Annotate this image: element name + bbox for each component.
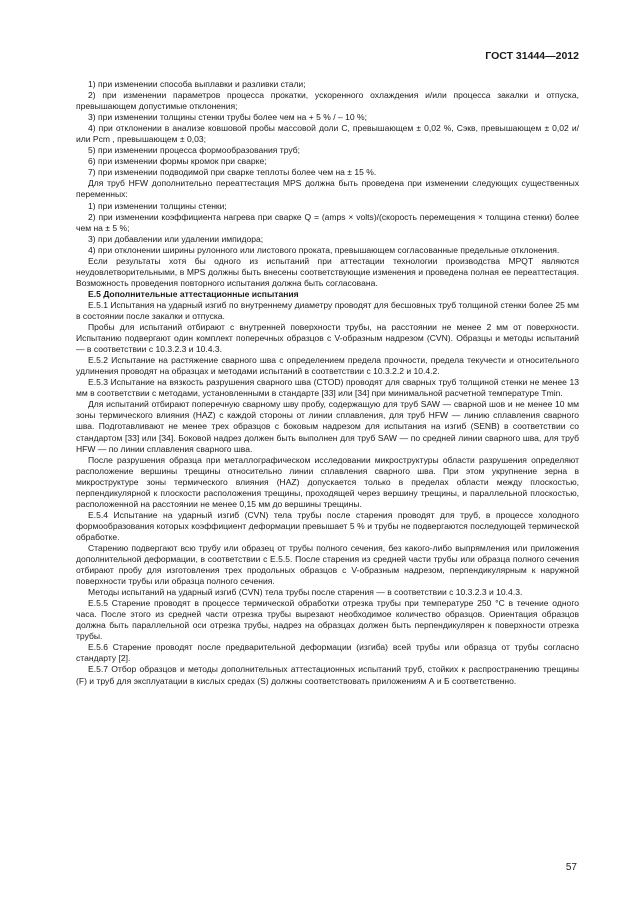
paragraph: Для испытаний отбирают поперечную сварному шву пробу, содержащую для труб SAW — сварной шов и не менее 10 мм зоны термического влияния (HAZ) с каждой стороны от линии сплавления, для труб HFW — линию сплавления сварного шва. Подготавливают не менее трех образцов с боковым надрезом для испытания на изгиб (SENB) в соответствии со стандартом [33] или [34]. Боковой надрез должен быть выполнен для труб SAW — по средней линии сварного шва, для труб HFW — по линии сплавления сварного шва. <box>76 399 579 454</box>
paragraph: Е.5.3 Испытание на вязкость разрушения сварного шва (CTOD) проводят для сварных труб толщиной стенки не менее 13 мм в соответствии с методами, установленными в стандарте [33] или [34] при минимальной расчетной температуре Tmin. <box>76 377 579 399</box>
paragraph: 2) при изменении коэффициента нагрева при сварке Q = (amps × volts)/(скорость перемещения × толщина стенки) более чем на ± 5 %; <box>76 211 579 233</box>
paragraph: Е.5.7 Отбор образцов и методы дополнительных аттестационных испытаний труб, стойких к распространению трещины (F) и труб для эксплуатации в кислых средах (S) должны соответствовать приложениям А и Б соответственно. <box>76 664 579 686</box>
section-heading: Е.5 Дополнительные аттестационные испытания <box>88 288 299 299</box>
paragraph: Для труб HFW дополнительно переаттестация MPS должна быть проведена при изменении следующих существенных переменных: <box>76 178 579 200</box>
paragraph: 1) при изменении способа выплавки и разливки стали; <box>88 79 306 89</box>
paragraph: После разрушения образца при металлографическом исследовании микроструктуры области разрушения определяют расположение вершины трещины относительно линии сплавления сварного шва. При этом укрупнение зерна в микроструктуре зоны термического влияния (HAZ) допускается только в пределах области между плоскостью, перпендикулярной к плоскости расположения трещины, проходящей через вершину трещины, и параллельной плоскостью, расположенной на расстоянии не менее 0,15 мм до вершины трещины. <box>76 454 579 509</box>
paragraph: Старению подвергают всю трубу или образец от трубы полного сечения, без какого-либо выпрямления или приложения дополнительной деформации, в соответствии с Е.5.5. После старения из средней части трубы или образца полного сечения отбирают пробу для изготовления трех продольных образцов с V-образным надрезом, перпендикулярным к наружной поверхности трубы или образца полного сечения. <box>76 542 579 587</box>
paragraph: Е.5.5 Старение проводят в процессе термической обработки отрезка трубы при температуре 250 °C в течение одного часа. После этого из средней части отрезка трубы вырезают необходимое количество образцов. Ориентация образцов должна быть параллельной оси отрезка трубы, надрез на образцах должен быть перпендикулярен к поверхности отрезка трубы. <box>76 598 579 642</box>
paragraph: 5) при изменении процесса формообразования труб; <box>88 145 301 156</box>
document-body <box>76 79 579 687</box>
paragraph: Методы испытаний на ударный изгиб (CVN) тела трубы после старения — в соответствии с 10.3.2.3 и 10.4.3. <box>88 587 523 598</box>
paragraph: Е.5.2 Испытание на растяжение сварного шва с определением предела прочности, предела текучести и относительного удлинения проводят на образцах и методами испытаний в соответствии с 10.3.2.2 и 10.4.2. <box>76 355 579 377</box>
paragraph: 3) при добавлении или удалении импидора; <box>88 233 264 244</box>
paragraph: Пробы для испытаний отбирают с внутренней поверхности трубы, на расстоянии не менее 2 мм от поверхности. Испытанию подвергают один комплект поперечных образцов с V-образным надрезом (CVN). Образцы и методы испытаний — в соответствии с 10.3.2.3 и 10.4.3. <box>76 322 579 355</box>
page-number: 57 <box>565 862 577 873</box>
paragraph: 1) при изменении толщины стенки; <box>88 200 227 211</box>
paragraph: 3) при изменении толщины стенки трубы более чем на + 5 % / – 10 %; <box>88 112 368 123</box>
paragraph: Е.5.1 Испытания на ударный изгиб по внутреннему диаметру проводят для бесшовных труб толщиной стенки более 25 мм в состоянии после закалки и отпуска. <box>76 299 579 321</box>
paragraph: Е.5.6 Старение проводят после предварительной деформации (изгиба) всей трубы или образца от трубы согласно стандарту [2]. <box>76 642 579 664</box>
paragraph: Если результаты хотя бы одного из испытаний при аттестации технологии производства MPQT являются неудовлетворительными, в MPS должны быть внесены соответствующие изменения и проведена полная ее переаттестация. Возможность проведения повторного испытания должна быть согласована. <box>76 255 579 288</box>
paragraph: 6) при изменении формы кромок при сварке; <box>88 156 267 167</box>
paragraph: 2) при изменении параметров процесса прокатки, ускоренного охлаждения и/или процесса закалки и отпуска, превышающем допустимые отклонения; <box>76 90 579 112</box>
paragraph: 4) при отклонении в анализе ковшовой пробы массовой доли C, превышающем ± 0,02 %, Cэкв, превышающем ± 0,02 и/или Pcm , превышающем ± 0,03; <box>76 123 579 145</box>
paragraph: 4) при отклонении ширины рулонного или листового проката, превышающем согласованные предельные отклонения. <box>88 244 560 255</box>
paragraph: Е.5.4 Испытание на ударный изгиб (CVN) тела трубы после старения проводят для труб, в процессе холодного формообразования которых коэффициент деформации превышает 5 % и трубы не подвергаются последующей термической обработке. <box>76 509 579 542</box>
standard-header: ГОСТ 31444—2012 <box>485 50 579 62</box>
paragraph: 7) при изменении подводимой при сварке теплоты более чем на ± 15 %. <box>88 167 377 178</box>
